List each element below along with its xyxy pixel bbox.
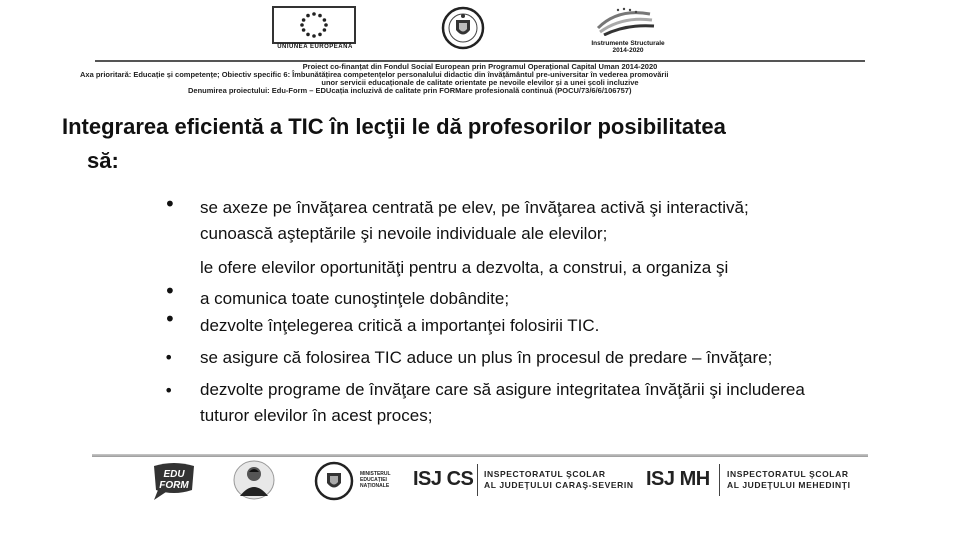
- bullet-text: se asigure că folosirea TIC aduce un plus în procesul de predare – învăţare;: [200, 348, 773, 367]
- isj-cs-name-line1: INSPECTORATUL ŞCOLAR: [484, 469, 606, 479]
- eu-logo: [272, 6, 358, 50]
- ministry-name: [360, 471, 410, 489]
- structural-instruments-caption: [578, 40, 678, 54]
- bullet-text: cunoască aşteptările şi nevoile individuale ale elevilor;: [200, 224, 608, 243]
- isj-cs-abbreviation: ISJ CS: [413, 468, 474, 490]
- project-info: [60, 63, 900, 95]
- isj-mh-separator: [719, 464, 720, 496]
- isj-mh-name-line2: AL JUDEŢULUI MEHEDINŢI: [727, 480, 851, 490]
- bullet-text: dezvolte programe de învăţare care să asigure integritatea învăţării şi includerea: [200, 380, 805, 399]
- ministry-name-line: EDUCAȚIEI: [360, 477, 387, 483]
- eduform-logo-icon: [148, 460, 200, 502]
- project-axis-line-cont: unor servicii educaționale de calitate orientate pe nevoile elevilor și a unei școli incluzive: [321, 78, 639, 87]
- isj-cs-name-line2: AL JUDEŢULUI CARAŞ-SEVERIN: [484, 480, 634, 490]
- bullet-text: se axeze pe învăţarea centrată pe elev, pe învăţarea activă şi interactivă;: [200, 198, 749, 217]
- bullet-text: a comunica toate cunoştinţele dobândite;: [200, 289, 510, 308]
- bullet-marker: •: [164, 348, 174, 367]
- isj-mh-name: [727, 469, 851, 491]
- bullet-marker: •: [164, 192, 176, 216]
- ministry-name-line: NAȚIONALE: [360, 483, 390, 489]
- ministry-name-line: MINISTERUL: [360, 471, 391, 477]
- project-axis-line: Axa prioritară: Educație și competențe; Obiectiv specific 6: Îmbunătățirea competențelor personalului didactic din învățământul pre-universitar în vederea promovării: [80, 70, 669, 79]
- isj-mh-name-line1: INSPECTORATUL ŞCOLAR: [727, 469, 849, 479]
- instruments-caption-line: Instrumente Structurale: [591, 40, 665, 47]
- project-name-line: Denumirea proiectului: Edu-Form – EDUcația incluzivă de calitate prin FORMare profesională continuă (POCU/73/6/6/106757): [188, 86, 632, 95]
- isj-mh-abbreviation: ISJ MH: [646, 468, 710, 490]
- ministry-seal-icon: [314, 460, 354, 502]
- bullet-text: dezvolte înţelegerea critică a importanţei folosirii TIC.: [200, 316, 600, 335]
- bullet-marker: •: [164, 279, 176, 303]
- eduform-logo-word1: EDU: [163, 469, 185, 480]
- instruments-caption-years: 2014-2020: [612, 47, 644, 54]
- structural-instruments-logo-icon: [588, 6, 660, 36]
- isj-cs-separator: [477, 464, 478, 496]
- slide-title-continuation: să:: [87, 148, 119, 173]
- eduform-logo-word2: FORM: [159, 480, 189, 491]
- eu-flag-icon: [272, 6, 356, 44]
- bullet-text: tuturor elevilor în acest proces;: [200, 406, 433, 425]
- bullet-marker: •: [164, 381, 174, 400]
- portrait-icon: [232, 460, 276, 500]
- isj-cs-name: [484, 469, 634, 491]
- footer-rule: [92, 454, 868, 457]
- bullet-marker: •: [164, 307, 176, 331]
- romanian-government-seal-icon: [441, 6, 485, 50]
- eu-caption: UNIUNEA EUROPEANĂ: [277, 44, 353, 50]
- project-cofinance-line: Proiect co-finanțat din Fondul Social European prin Programul Operațional Capital Uman 2014-2020: [302, 62, 658, 71]
- slide-title: Integrarea eficientă a TIC în lecţii le dă profesorilor posibilitatea: [62, 114, 726, 139]
- bullet-text: le ofere elevilor oportunităţi pentru a dezvolta, a construi, a organiza şi: [200, 258, 729, 277]
